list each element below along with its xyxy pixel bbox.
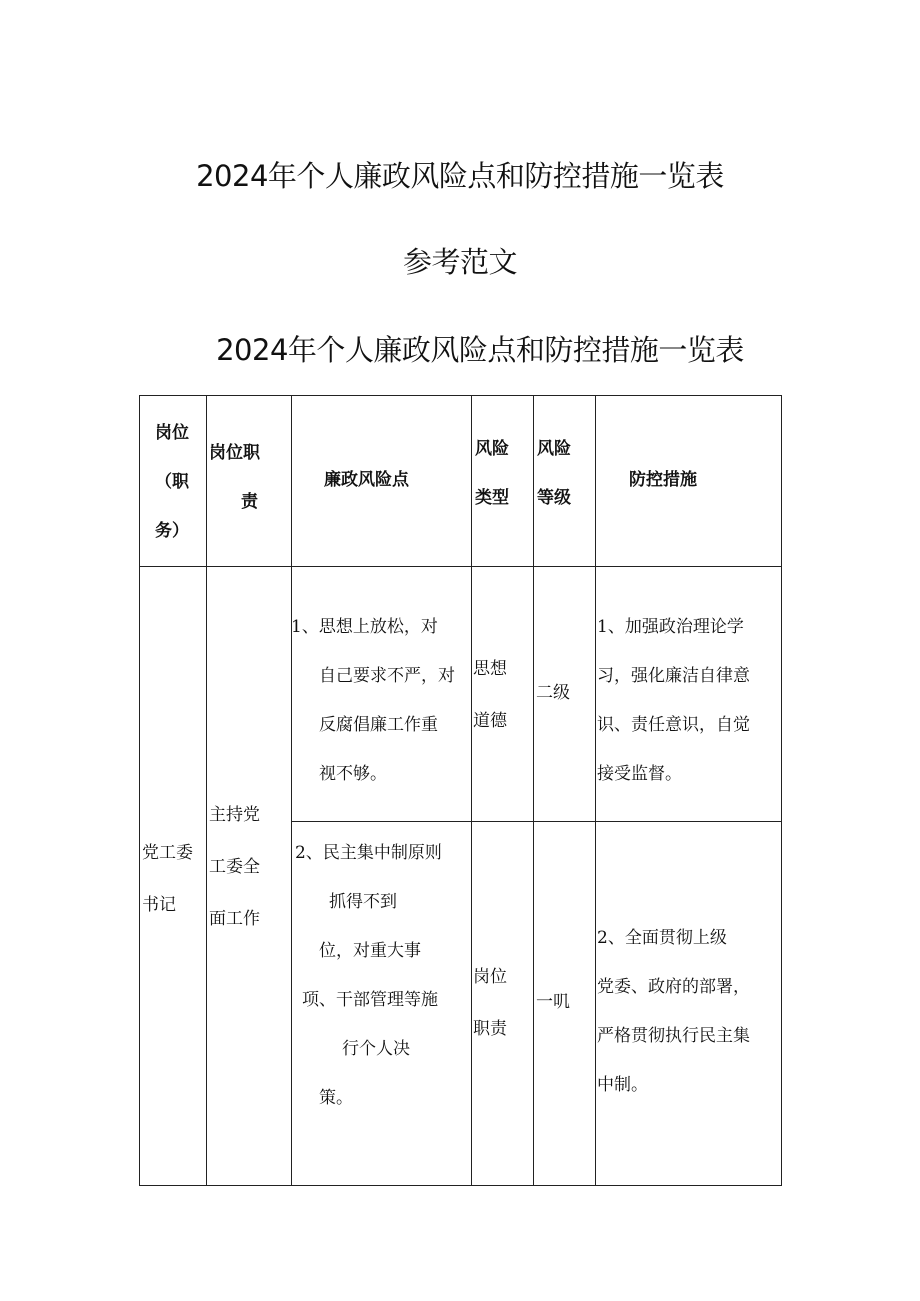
header-measures-label: 防控措施 <box>629 470 697 490</box>
measures-cell <box>597 603 781 799</box>
risk-table <box>139 395 782 1186</box>
risk-level-value: 一叽 <box>536 992 570 1012</box>
risk-point-line: 行个人决 <box>342 1039 410 1059</box>
risk-point-line: 策。 <box>319 1088 353 1108</box>
header-risk-type <box>475 425 531 523</box>
measures-line: 严格贯彻执行民主集 <box>597 1026 750 1046</box>
risk-point-line: 1、思想上放松，对 <box>291 617 438 637</box>
header-risk-type-line: 类型 <box>475 488 509 508</box>
risk-point-line: 反腐倡廉工作重 <box>319 715 438 735</box>
measures-cell <box>597 914 781 1110</box>
measures-line: 识、责任意识，自觉 <box>597 715 750 735</box>
table-border-right <box>781 395 782 1186</box>
document-subtitle: 参考范文 <box>402 245 517 279</box>
table-col-divider <box>533 395 534 1186</box>
header-duty-line: 责 <box>241 492 258 512</box>
risk-type-line: 职责 <box>473 1019 507 1039</box>
duty-line: 主持党 <box>209 805 260 825</box>
header-risk-level-line: 等级 <box>537 488 571 508</box>
table-border-bottom <box>139 1185 782 1186</box>
risk-point-line: 抓得不到 <box>329 892 397 912</box>
risk-point-line: 自己要求不严，对 <box>319 666 455 686</box>
risk-point-line: 项、干部管理等施 <box>302 990 438 1010</box>
table-border-top <box>139 395 782 396</box>
risk-type-line: 岗位 <box>473 967 507 987</box>
table-col-divider <box>206 395 207 1186</box>
risk-level-cell <box>536 669 570 718</box>
risk-point-cell <box>291 603 469 799</box>
risk-type-line: 道德 <box>473 711 507 731</box>
header-position <box>155 409 205 556</box>
measures-line: 习，强化廉洁自律意 <box>597 666 750 686</box>
duty-line: 工委全 <box>209 857 260 877</box>
measures-line: 接受监督。 <box>597 764 682 784</box>
header-risk-level-line: 风险 <box>537 439 571 459</box>
measures-line: 2、全面贯彻上级 <box>597 928 727 948</box>
header-position-line: 岗位 <box>155 423 189 443</box>
risk-point-line: 视不够。 <box>319 764 387 784</box>
document-title: 2024年个人廉政风险点和防控措施一览表 <box>196 159 724 193</box>
table-col-divider <box>471 395 472 1186</box>
header-risk-point <box>324 456 409 505</box>
table-border-left <box>139 395 140 1186</box>
risk-level-value: 二级 <box>536 683 570 703</box>
position-line: 书记 <box>142 895 176 915</box>
risk-point-cell <box>291 829 469 1123</box>
table-title: 2024年个人廉政风险点和防控措施一览表 <box>216 333 744 367</box>
duty-cell <box>209 789 291 945</box>
position-line: 党工委 <box>142 843 193 863</box>
risk-level-cell <box>536 978 570 1027</box>
header-risk-level <box>537 425 593 523</box>
duty-line: 面工作 <box>209 909 260 929</box>
measures-line: 中制。 <box>597 1075 648 1095</box>
header-measures <box>629 456 697 505</box>
header-risk-point-label: 廉政风险点 <box>324 470 409 490</box>
table-header-divider <box>139 566 782 567</box>
table-col-divider <box>595 395 596 1186</box>
risk-point-line: 位，对重大事 <box>319 941 421 961</box>
header-duty <box>209 429 291 527</box>
table-row-divider <box>291 821 782 822</box>
measures-line: 党委、政府的部署， <box>597 977 750 997</box>
header-risk-type-line: 风险 <box>475 439 509 459</box>
risk-type-cell <box>473 951 531 1055</box>
risk-type-cell <box>473 643 531 747</box>
header-duty-line: 岗位职 <box>209 443 260 463</box>
risk-type-line: 思想 <box>473 659 507 679</box>
header-position-line: 务） <box>155 521 189 541</box>
measures-line: 1、加强政治理论学 <box>597 617 744 637</box>
position-cell <box>142 827 206 931</box>
header-position-line: （职 <box>155 472 189 492</box>
risk-point-line: 2、民主集中制原则 <box>295 843 442 863</box>
